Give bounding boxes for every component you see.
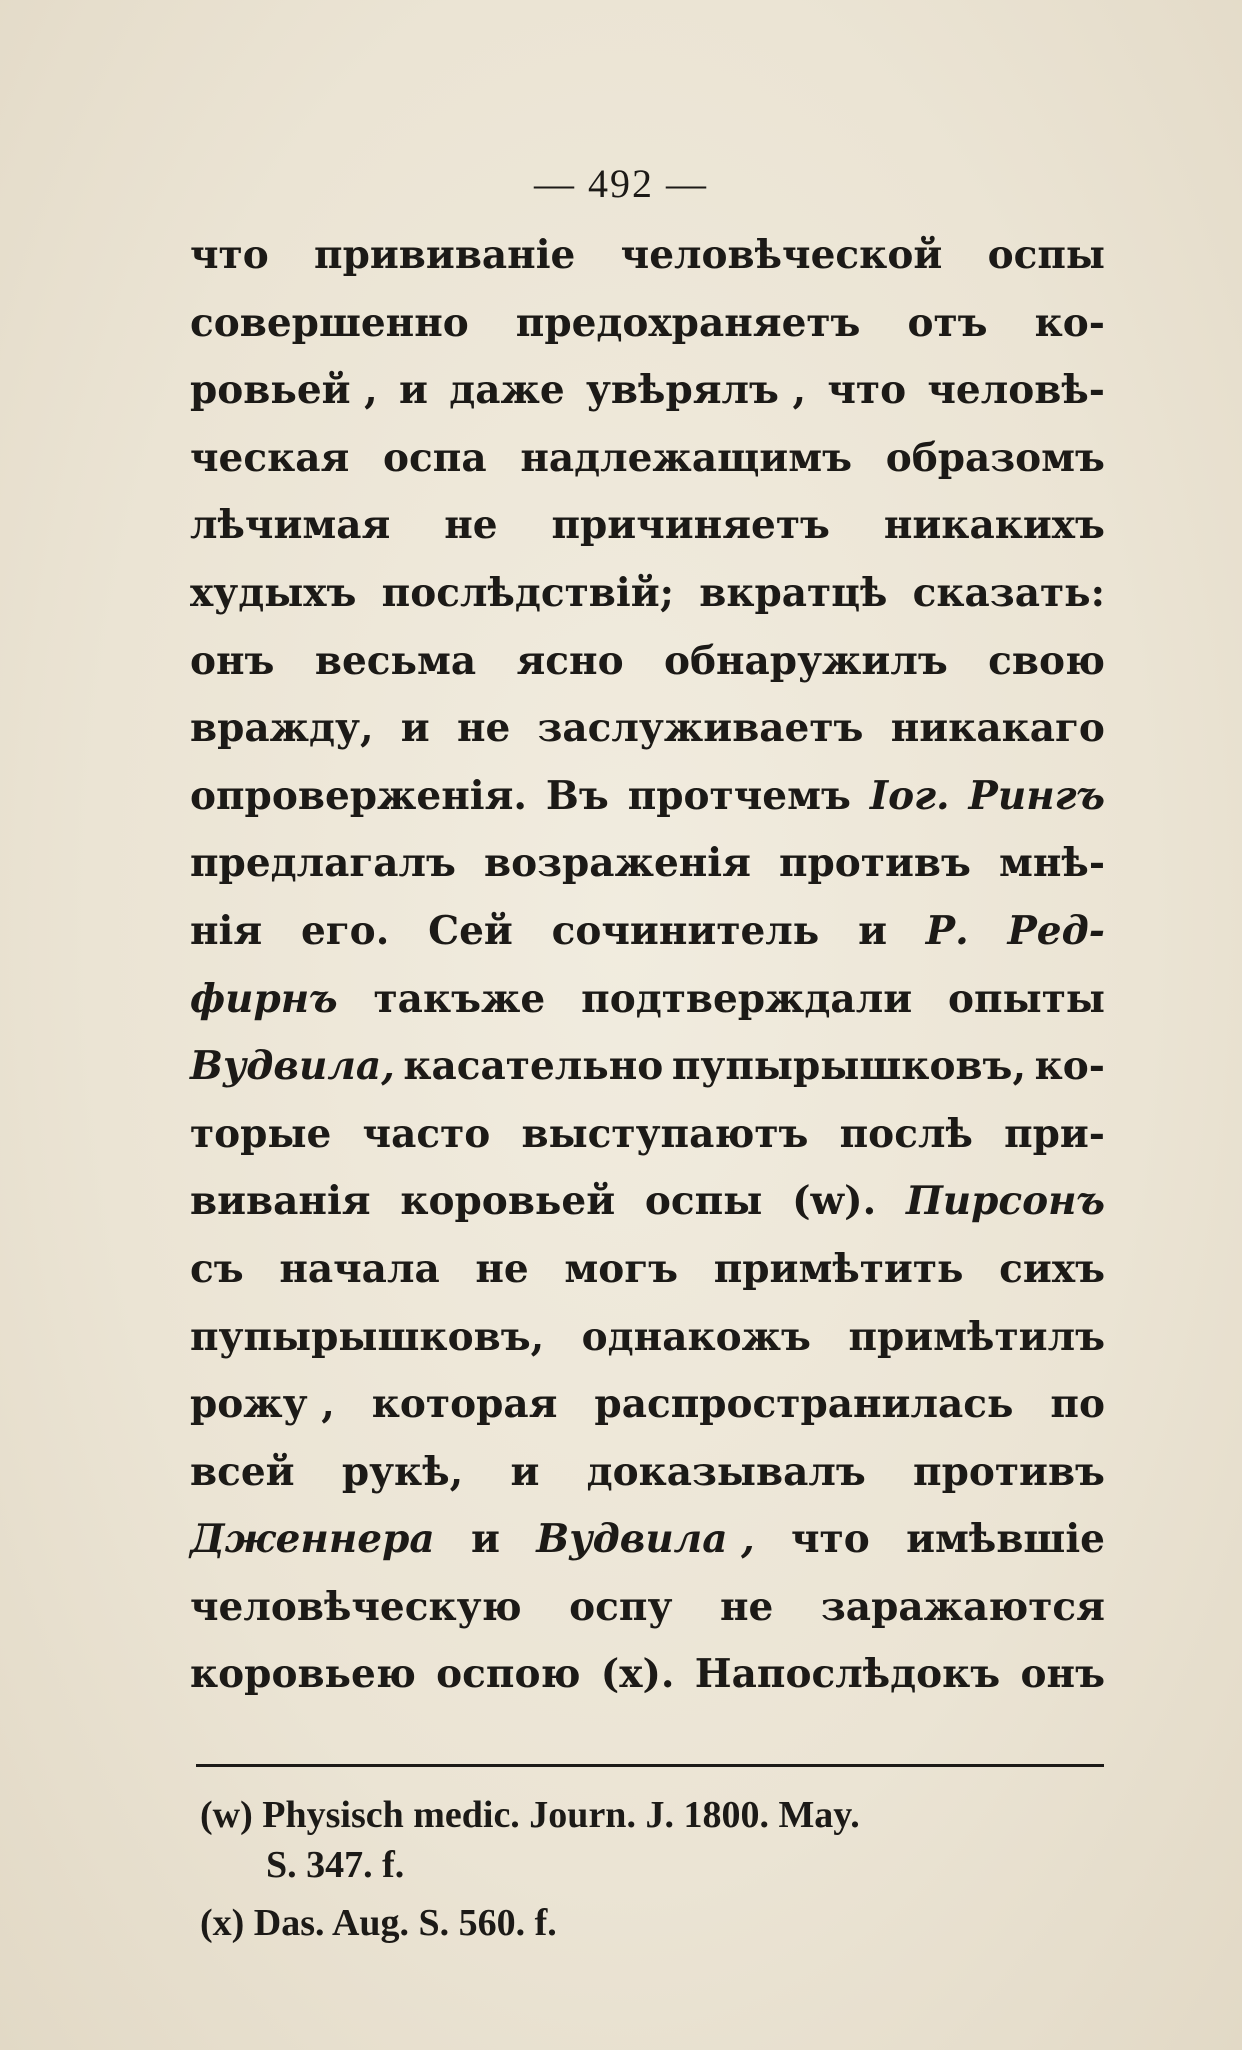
- word: Въ: [545, 772, 609, 819]
- word: отъ: [907, 299, 988, 346]
- word: могъ: [564, 1245, 679, 1292]
- word: и: [471, 1516, 500, 1563]
- word: онъ: [190, 637, 275, 684]
- italic-word: Дженнера: [190, 1516, 435, 1563]
- word: (x).: [600, 1651, 675, 1698]
- text-line: [190, 628, 1105, 696]
- italic-word: Вудвила,: [190, 1043, 395, 1090]
- word: сочинитель: [551, 907, 820, 954]
- footnote: [200, 1898, 1110, 1948]
- word: протчемъ: [627, 772, 851, 819]
- word: начала: [279, 1245, 440, 1292]
- word: предохраняетъ: [515, 299, 861, 346]
- word: ко-: [1034, 1043, 1105, 1090]
- text-line: [190, 966, 1105, 1034]
- word: выступаютъ: [521, 1110, 809, 1157]
- word: нія: [190, 907, 263, 954]
- word: обнаружилъ: [663, 637, 948, 684]
- word: при-: [1004, 1110, 1105, 1157]
- word: надлежащимъ: [520, 434, 853, 481]
- word: человѣческую: [190, 1583, 522, 1630]
- word: онъ: [1020, 1651, 1105, 1698]
- word: рукѣ,: [341, 1448, 464, 1495]
- word: заслуживаетъ: [537, 705, 864, 752]
- word: Сей: [428, 907, 513, 954]
- word: его.: [300, 907, 390, 954]
- word: коровьею: [190, 1651, 416, 1698]
- word: опыты: [948, 975, 1105, 1022]
- word: не: [475, 1245, 529, 1292]
- word: ко-: [1034, 299, 1105, 346]
- word: предлагалъ: [190, 840, 456, 887]
- word: оспу: [569, 1583, 673, 1630]
- text-line: [190, 830, 1105, 898]
- word: и: [399, 367, 428, 414]
- word: что: [791, 1516, 870, 1563]
- word: не: [456, 705, 511, 752]
- text-line: [190, 1236, 1105, 1304]
- word: сказать:: [912, 569, 1105, 616]
- word: причиняетъ: [551, 502, 830, 549]
- italic-word: Ред-: [1007, 907, 1105, 954]
- word: сихъ: [999, 1245, 1105, 1292]
- word: оспы: [987, 232, 1105, 278]
- word: по: [1050, 1381, 1105, 1428]
- text-line: [190, 1033, 1105, 1101]
- footnote-line: (x) Das. Aug. S. 560. f.: [200, 1902, 557, 1944]
- word: человѣ-: [927, 367, 1105, 414]
- word: оспы: [644, 1178, 763, 1225]
- word: вкратцѣ: [699, 569, 888, 616]
- word: весьма: [314, 637, 477, 684]
- word: даже: [449, 367, 565, 414]
- word: торые: [190, 1110, 332, 1157]
- text-line: [190, 1101, 1105, 1169]
- word: подтверждали: [581, 975, 913, 1022]
- word: противъ: [913, 1448, 1105, 1495]
- word: примѣтить: [713, 1245, 964, 1292]
- word: примѣтилъ: [848, 1313, 1105, 1360]
- word: рожу ,: [190, 1381, 335, 1428]
- text-line: [190, 1304, 1105, 1372]
- word: и: [858, 907, 887, 954]
- text-line: [190, 560, 1105, 628]
- word: заражаются: [820, 1583, 1105, 1630]
- text-line: [190, 1371, 1105, 1439]
- text-line: [190, 1439, 1105, 1507]
- word: такъже: [373, 975, 546, 1022]
- text-line: [190, 695, 1105, 763]
- word: опроверженія.: [190, 772, 527, 819]
- italic-word: Пирсонъ: [905, 1178, 1105, 1225]
- text-line: [190, 1506, 1105, 1574]
- word: всей: [190, 1448, 295, 1495]
- page-number: — 492 —: [534, 161, 708, 206]
- word: человѣческой: [620, 232, 943, 278]
- word: ровьей ,: [190, 367, 378, 414]
- word: коровьей: [400, 1178, 616, 1225]
- italic-word: Вудвила ,: [536, 1516, 755, 1563]
- word: что: [827, 367, 907, 414]
- word: противъ: [778, 840, 971, 887]
- text-line: [190, 1641, 1105, 1709]
- word: которая: [371, 1381, 558, 1428]
- text-line: [190, 1574, 1105, 1642]
- word: увѣрялъ ,: [585, 367, 807, 414]
- footnote-divider: [196, 1764, 1104, 1767]
- word: пупырышковъ,: [190, 1313, 545, 1360]
- word: пупырышковъ,: [671, 1043, 1027, 1090]
- word: никакаго: [890, 705, 1105, 752]
- word: касательно: [403, 1043, 664, 1090]
- text-line: [190, 357, 1105, 425]
- text-line: [190, 763, 1105, 831]
- word: совершенно: [190, 299, 469, 346]
- word: доказывалъ: [586, 1448, 866, 1495]
- word: Напослѣдокъ: [694, 1651, 1001, 1698]
- word: мнѣ-: [998, 840, 1105, 887]
- word: ясно: [516, 637, 624, 684]
- footnotes: [200, 1790, 1110, 1948]
- word: ческая: [190, 434, 350, 481]
- text-line: [190, 425, 1105, 493]
- word: имѣвшіе: [906, 1516, 1105, 1563]
- word: что: [190, 232, 269, 278]
- word: не: [444, 502, 498, 549]
- word: не: [720, 1583, 774, 1630]
- word: никакихъ: [883, 502, 1105, 549]
- word: и: [400, 705, 430, 752]
- text-line: [190, 290, 1105, 358]
- word: прививаніе: [314, 232, 576, 278]
- footnote-line: S. 347. f.: [266, 1844, 405, 1886]
- word: послѣдствій;: [381, 569, 675, 616]
- word: худыхъ: [190, 569, 357, 616]
- word: однакожъ: [581, 1313, 811, 1360]
- italic-word: Р.: [925, 907, 969, 954]
- word: (w).: [792, 1178, 877, 1225]
- italic-word: фирнъ: [190, 975, 338, 1022]
- word: послѣ: [839, 1110, 973, 1157]
- text-line: [190, 898, 1105, 966]
- word: вражду,: [190, 705, 374, 752]
- word: виванія: [190, 1178, 371, 1225]
- word: распространилась: [594, 1381, 1014, 1428]
- word: оспа: [383, 434, 487, 481]
- italic-word: Іог.: [869, 772, 950, 819]
- italic-word: Рингъ: [968, 772, 1105, 819]
- word: лѣчимая: [190, 502, 391, 549]
- text-line: [190, 222, 1105, 290]
- body-text: [190, 222, 1105, 1709]
- word: и: [510, 1448, 540, 1495]
- footnote: [200, 1790, 1110, 1890]
- text-line: [190, 1168, 1105, 1236]
- word: оспою: [436, 1651, 581, 1698]
- word: свою: [988, 637, 1105, 684]
- footnote-line: (w) Physisch medic. Journ. J. 1800. May.: [200, 1794, 860, 1836]
- word: съ: [190, 1245, 244, 1292]
- word: часто: [362, 1110, 491, 1157]
- word: возраженія: [484, 840, 751, 887]
- text-line: [190, 492, 1105, 560]
- word: образомъ: [885, 434, 1105, 481]
